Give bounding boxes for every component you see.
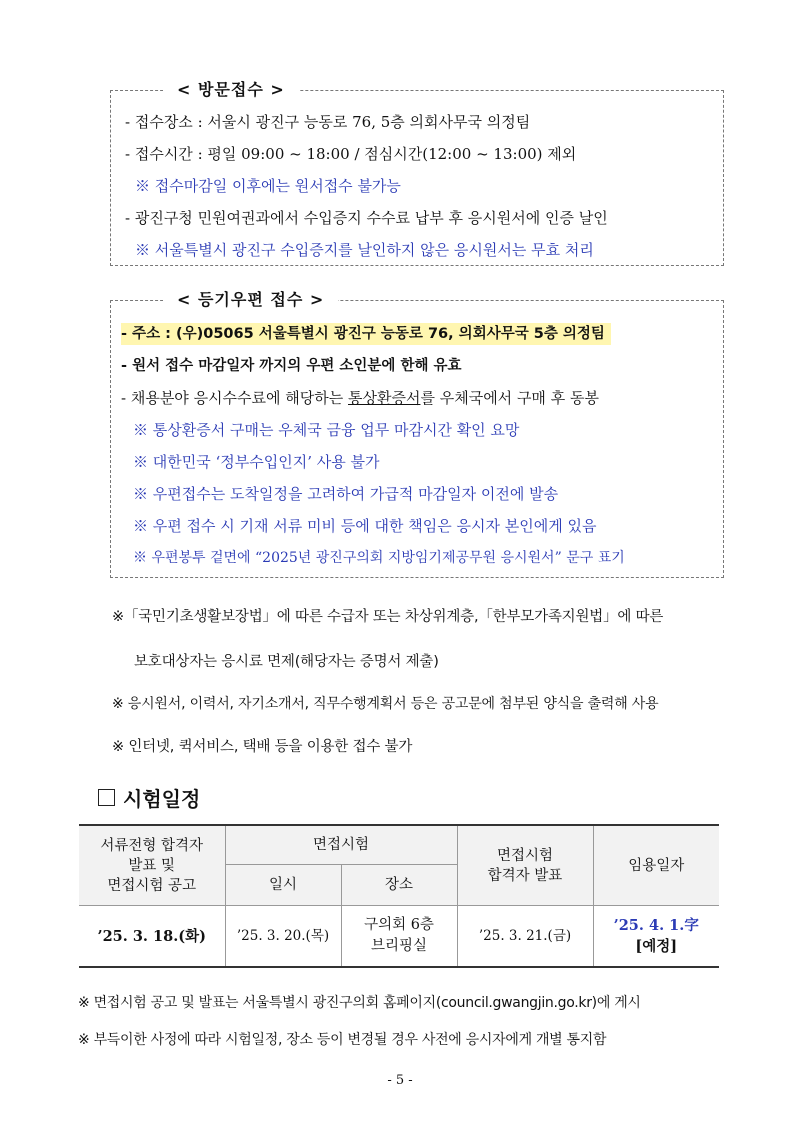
- header-appointment: 임용일자: [593, 825, 719, 906]
- homepage-note: ※ 면접시험 공고 및 발표는 서울특별시 광진구의회 홈페이지(council.gwangjin.go.kr)에 게시: [78, 995, 641, 1011]
- mail-note-1: ※ 통상환증서 구매는 우체국 금융 업무 마감시간 확인 요망: [133, 421, 520, 439]
- fee-exemption-note: ※「국민기초생활보장법」에 따른 수급자 또는 차상위계층,「한부모가족지원법」에 따른: [112, 609, 664, 625]
- checkbox-icon: [98, 789, 115, 806]
- mail-note-5: ※ 우편봉투 겉면에 “2025년 광진구의회 지방임기제공무원 응시원서” 문구 표기: [133, 550, 625, 566]
- visit-reception-title: < 방문접수 >: [163, 79, 299, 101]
- header-interview: 면접시험: [225, 825, 457, 865]
- mail-reception-box: [110, 290, 724, 578]
- visit-deadline-note: ※ 접수마감일 이후에는 원서접수 불가능: [135, 177, 401, 195]
- cell-appointment: ’25. 4. 1.字 [예정]: [593, 906, 719, 968]
- mail-address-line: - 주소 : (우)05065 서울특별시 광진구 능동로 76, 의회사무국 5층 의정팀: [121, 323, 611, 345]
- table-row: [79, 906, 719, 968]
- fee-exemption-note-cont: 보호대상자는 응시료 면제(해당자는 증명서 제출): [134, 654, 439, 670]
- schedule-title-text: 시험일정: [123, 787, 201, 811]
- mail-fee-prefix: - 채용분야 응시수수료에 해당하는: [121, 389, 349, 407]
- cell-interview-result: ’25. 3. 21.(금): [457, 906, 593, 968]
- change-notice-note: ※ 부득이한 사정에 따라 시험일정, 장소 등이 변경될 경우 사전에 응시자에게 개별 통지함: [78, 1032, 607, 1048]
- cell-interview-place: 구의회 6층 브리핑실: [341, 906, 457, 968]
- mail-note-4: ※ 우편 접수 시 기재 서류 미비 등에 대한 책임은 응시자 본인에게 있음: [133, 517, 597, 535]
- forms-note: ※ 응시원서, 이력서, 자기소개서, 직무수행계획서 등은 공고문에 첨부된 양식을 출력해 사용: [112, 696, 659, 712]
- header-date: 일시: [225, 865, 341, 906]
- schedule-section-title: [98, 783, 200, 812]
- mail-note-3: ※ 우편접수는 도착일정을 고려하여 가급적 마감일자 이전에 발송: [133, 485, 559, 503]
- mail-fee-underlined: 통상환증서: [348, 389, 421, 407]
- header-place: 장소: [341, 865, 457, 906]
- mail-reception-title: < 등기우편 접수 >: [163, 289, 338, 311]
- visit-place-line: - 접수장소 : 서울시 광진구 능동로 76, 5층 의회사무국 의정팀: [125, 113, 531, 131]
- visit-invalid-note: ※ 서울특별시 광진구 수입증지를 날인하지 않은 응시원서는 무효 처리: [135, 241, 594, 259]
- schedule-table: [79, 824, 719, 968]
- no-online-note: ※ 인터넷, 퀵서비스, 택배 등을 이용한 접수 불가: [112, 739, 413, 755]
- header-interview-result: 면접시험 합격자 발표: [457, 825, 593, 906]
- visit-time-line: - 접수시간 : 평일 09:00 ~ 18:00 / 점심시간(12:00 ~ 13:00) 제외: [125, 145, 577, 163]
- cell-doc-pass: ’25. 3. 18.(화): [79, 906, 225, 968]
- visit-stamp-line: - 광진구청 민원여권과에서 수입증지 수수료 납부 후 응시원서에 인증 날인: [125, 209, 608, 227]
- mail-fee-suffix: 를 우체국에서 구매 후 동봉: [420, 389, 599, 407]
- header-doc-pass: 서류전형 합격자 발표 및 면접시험 공고: [79, 825, 225, 906]
- mail-deadline-line: - 원서 접수 마감일자 까지의 우편 소인분에 한해 유효: [121, 358, 462, 374]
- cell-interview-date: ’25. 3. 20.(목): [225, 906, 341, 968]
- page-number: - 5 -: [387, 1073, 413, 1088]
- mail-fee-line: [121, 387, 599, 409]
- mail-note-2: ※ 대한민국 ‘정부수입인지’ 사용 불가: [133, 453, 380, 471]
- visit-reception-box: [110, 80, 724, 266]
